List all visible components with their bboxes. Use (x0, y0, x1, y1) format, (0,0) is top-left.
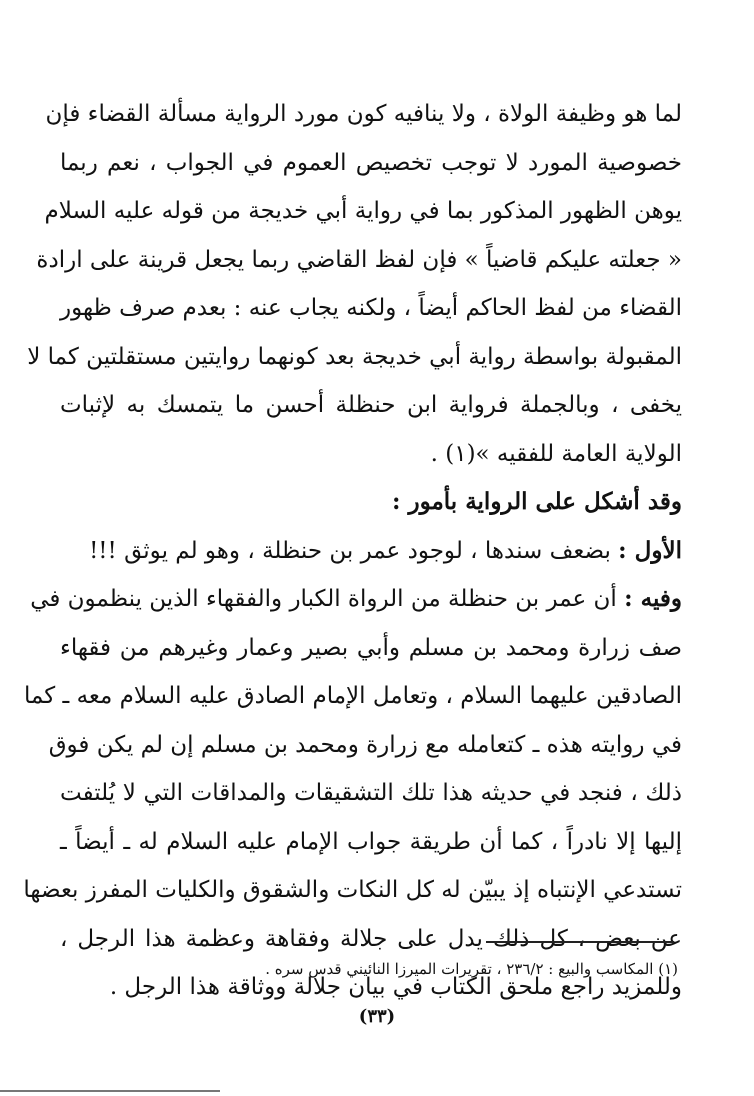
text-line: الصادقين عليهما السلام ، وتعامل الإمام الصادق عليه السلام معه ـ كما (23, 683, 682, 709)
page-number: (٣٣) (358, 1006, 396, 1027)
text-line: القضاء من لفظ الحاكم أيضاً ، ولكنه يجاب عنه : بعدم صرف ظهور (59, 295, 682, 321)
text-line: تستدعي الإنتباه إذ يبيّن له كل النكات والشقوق والكليات المفرز بعضها (23, 877, 682, 903)
main-text (23, 90, 682, 1012)
text-line: وللمزيد راجع ملحق الكتاب في بيان جلالة ووثاقة هذا الرجل . (109, 974, 682, 1000)
text-line: لما هو وظيفة الولاة ، ولا ينافيه كون مورد الرواية مسألة القضاء فإن (45, 101, 682, 127)
footnote: (١) المكاسب والبيع : ٢٣٦/٢ ، تقريرات الميرزا النائيني قدس سره . (265, 960, 678, 978)
section-heading: وقد أشكل على الرواية بأمور : (391, 488, 682, 515)
text-line: يوهن الظهور المذكور بما في رواية أبي خديجة من قوله عليه السلام (44, 198, 682, 224)
first-objection-text: بضعف سندها ، لوجود عمر بن حنظلة ، وهو لم يوثق !!! (89, 537, 619, 564)
first-objection (60, 527, 682, 576)
text-line: « جعلته عليكم قاضياً » فإن لفظ القاضي ربما يجعل قرينة على ارادة (36, 246, 682, 273)
text-line: صف زرارة ومحمد بن مسلم وأبي بصير وعمار وغيرهم من فقهاء (60, 634, 682, 661)
text-line: إليها إلا نادراً ، كما أن طريقة جواب الإمام عليه السلام له ـ أيضاً ـ (60, 828, 682, 855)
first-objection-label: الأول : (618, 536, 682, 564)
text-line: في روايته هذه ـ كتعامله مع زرارة ومحمد بن مسلم إن لم يكن فوق (48, 731, 682, 758)
text-line: ذلك ، فنجد في حديثه هذا تلك التشقيقات والمداقات التي لا يُلتفت (60, 780, 682, 806)
text-line: الولاية العامة للفقيه »(١) . (430, 440, 682, 467)
footnote-divider (486, 941, 674, 943)
text-line: يخفى ، وبالجملة فرواية ابن حنظلة أحسن ما يتمسك به لإثبات (60, 392, 682, 418)
text-line: عن بعض ، كل ذلك يدل على جلالة وفقاهة وعظمة هذا الرجل ، (60, 925, 682, 952)
reply-label: وفيه : (624, 585, 682, 612)
reply-text: أن عمر بن حنظلة من الرواة الكبار والفقهاء الذين ينظمون في (30, 586, 625, 612)
bottom-divider (0, 1090, 220, 1092)
reply-first-line (30, 575, 682, 624)
text-line: خصوصية المورد لا توجب تخصيص العموم في الجواب ، نعم ربما (60, 149, 682, 176)
text-line: المقبولة بواسطة رواية أبي خديجة بعد كونهما روايتين مستقلتين كما لا (27, 343, 682, 370)
